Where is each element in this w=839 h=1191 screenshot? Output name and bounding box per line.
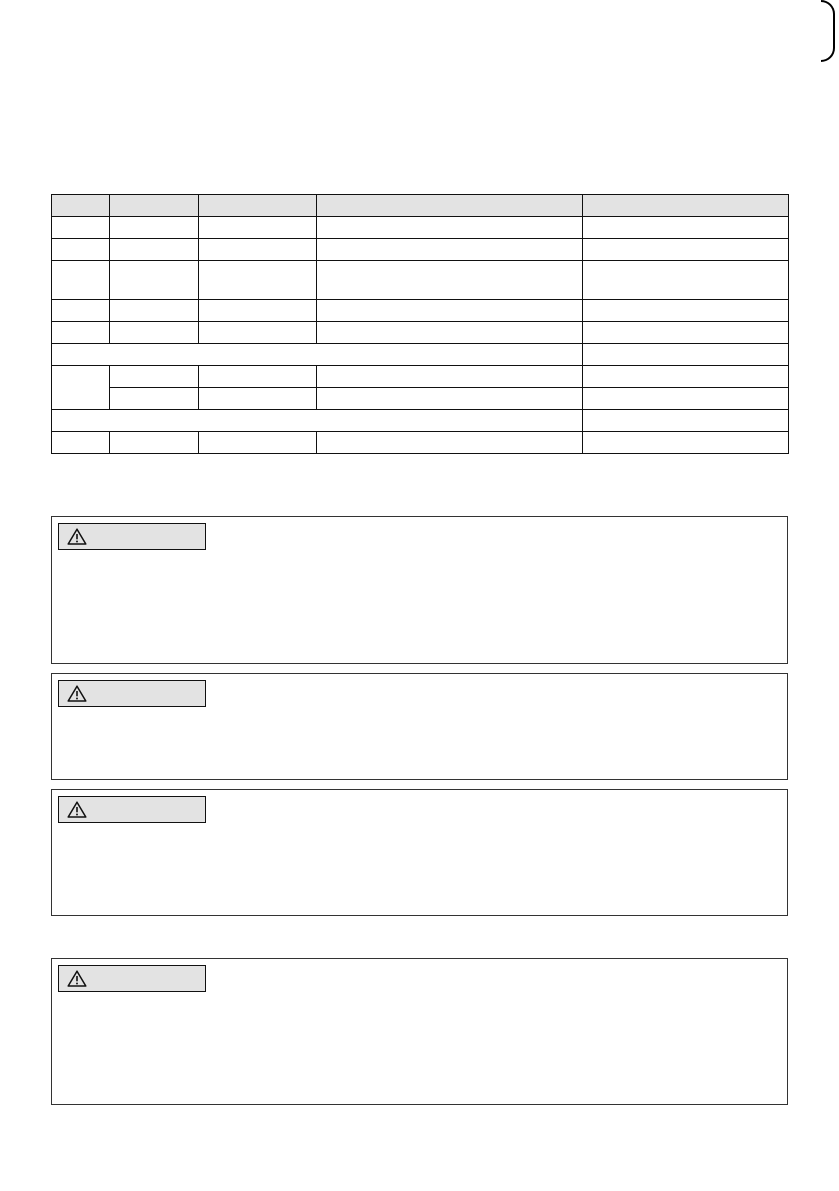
table-cell bbox=[199, 366, 317, 388]
table-cell bbox=[317, 239, 583, 261]
table-cell bbox=[583, 300, 789, 322]
table-header-row bbox=[52, 195, 789, 217]
table-cell bbox=[199, 322, 317, 344]
table-cell bbox=[317, 366, 583, 388]
table-cell bbox=[52, 366, 110, 410]
table-row bbox=[52, 432, 789, 454]
table-row bbox=[52, 410, 789, 432]
table-cell bbox=[199, 432, 317, 454]
table-cell bbox=[583, 432, 789, 454]
table-cell bbox=[583, 322, 789, 344]
table-cell bbox=[52, 432, 110, 454]
signal-word-panel bbox=[58, 680, 206, 707]
warning-notice bbox=[51, 673, 788, 780]
warning-triangle-icon bbox=[67, 528, 87, 545]
table-header-cell bbox=[52, 195, 110, 217]
table-cell bbox=[199, 300, 317, 322]
table-header-cell bbox=[583, 195, 789, 217]
table-cell bbox=[110, 261, 199, 300]
table-cell bbox=[583, 261, 789, 300]
table-cell bbox=[110, 322, 199, 344]
table-cell bbox=[317, 217, 583, 239]
signal-word-panel bbox=[58, 523, 206, 550]
table-row bbox=[52, 300, 789, 322]
table-header-cell bbox=[317, 195, 583, 217]
table-row bbox=[52, 388, 789, 410]
table-cell bbox=[583, 388, 789, 410]
table-header-cell bbox=[199, 195, 317, 217]
table-cell bbox=[199, 261, 317, 300]
table-cell bbox=[52, 410, 583, 432]
table-cell bbox=[52, 322, 110, 344]
table-row bbox=[52, 344, 789, 366]
table-cell bbox=[583, 410, 789, 432]
table-cell bbox=[317, 388, 583, 410]
table-row bbox=[52, 239, 789, 261]
table-cell bbox=[199, 239, 317, 261]
warning-notice bbox=[51, 516, 788, 664]
table-cell bbox=[110, 432, 199, 454]
table-row bbox=[52, 261, 789, 300]
table-cell bbox=[583, 217, 789, 239]
table-cell bbox=[317, 322, 583, 344]
table-cell bbox=[110, 300, 199, 322]
table-cell bbox=[110, 388, 199, 410]
signal-word-panel bbox=[58, 965, 206, 992]
table-cell bbox=[199, 388, 317, 410]
table-cell bbox=[52, 300, 110, 322]
table-cell bbox=[110, 366, 199, 388]
warning-triangle-icon bbox=[67, 685, 87, 702]
signal-word-panel bbox=[58, 796, 206, 823]
table-row bbox=[52, 366, 789, 388]
warning-notice bbox=[51, 789, 788, 916]
table-cell bbox=[199, 217, 317, 239]
table-row bbox=[52, 217, 789, 239]
warning-triangle-icon bbox=[67, 801, 87, 818]
table-row bbox=[52, 322, 789, 344]
table-cell bbox=[52, 239, 110, 261]
page-edge-tab bbox=[821, 0, 835, 62]
table-cell bbox=[52, 217, 110, 239]
table-cell bbox=[583, 366, 789, 388]
warning-notice bbox=[51, 958, 788, 1105]
table-header-cell bbox=[110, 195, 199, 217]
specification-table bbox=[51, 194, 789, 454]
table-cell bbox=[583, 344, 789, 366]
table-cell bbox=[317, 432, 583, 454]
table-cell bbox=[317, 300, 583, 322]
table-cell bbox=[317, 261, 583, 300]
table-cell bbox=[110, 239, 199, 261]
warning-triangle-icon bbox=[67, 970, 87, 987]
table-cell bbox=[52, 344, 583, 366]
table-cell bbox=[52, 261, 110, 300]
table-cell bbox=[583, 239, 789, 261]
table-cell bbox=[110, 217, 199, 239]
